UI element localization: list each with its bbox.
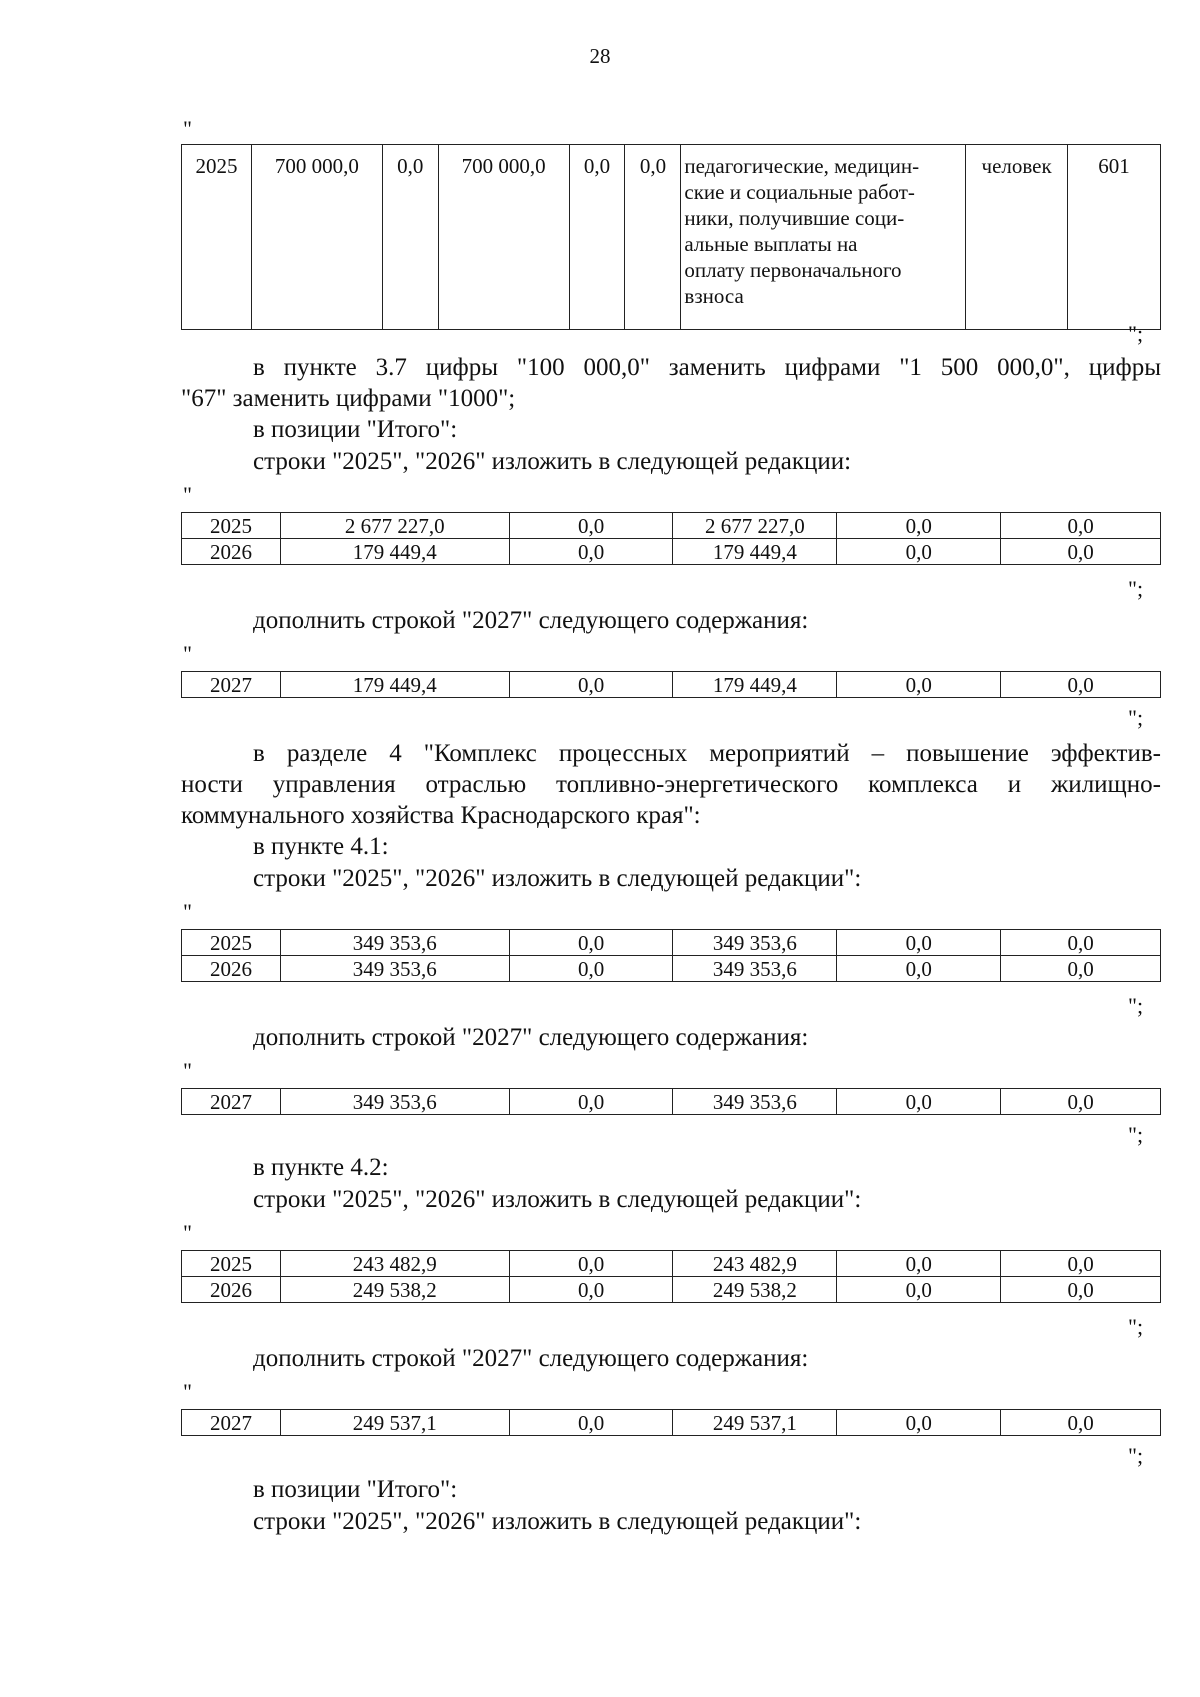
text-rows-edit: строки "2025", "2026" изложить в следующей редакции": xyxy=(253,865,862,892)
opening-quote: " xyxy=(183,641,192,666)
table-cell: 2026 xyxy=(182,539,281,565)
opening-quote: " xyxy=(183,1220,192,1245)
table-cell: 349 353,6 xyxy=(280,930,509,956)
table-cell: 0,0 xyxy=(837,930,1001,956)
table-cell: 0,0 xyxy=(1001,1089,1161,1115)
text-add-row: дополнить строкой "2027" следующего содержания: xyxy=(253,1024,809,1051)
table-row xyxy=(182,539,1161,565)
table-cell: 179 449,4 xyxy=(673,672,837,698)
cell-total: 700 000,0 xyxy=(251,145,382,330)
table-cell: 179 449,4 xyxy=(280,539,509,565)
table-row xyxy=(182,1251,1161,1277)
text-itogo: в позиции "Итого": xyxy=(253,1476,458,1503)
table-cell: 249 537,1 xyxy=(280,1410,509,1436)
closing-quote: "; xyxy=(1128,705,1144,730)
table-cell: 2 677 227,0 xyxy=(280,513,509,539)
table-cell: 2025 xyxy=(182,930,281,956)
table-cell: 2 677 227,0 xyxy=(673,513,837,539)
cell-other: 0,0 xyxy=(625,145,681,330)
text-add-row: дополнить строкой "2027" следующего содержания: xyxy=(253,607,809,634)
text-rows-edit: строки "2025", "2026" изложить в следующей редакции: xyxy=(253,448,852,475)
table-cell: 0,0 xyxy=(837,513,1001,539)
table-cell: 0,0 xyxy=(837,1410,1001,1436)
paragraph-3-7: в пункте 3.7 цифры "100 000,0" заменить цифрами "1 500 000,0", цифры "67" заменить цифрами "1000"; xyxy=(181,354,1161,412)
opening-quote: " xyxy=(183,1058,192,1083)
table-cell: 0,0 xyxy=(509,539,673,565)
table-4-2-2025-2026 xyxy=(181,1250,1161,1303)
cell-indicator: педагогические, медицин- ские и социальные работ- ники, получившие соци- альные выплаты на оплату первоначального взноса xyxy=(681,145,966,330)
text-point-4-1: в пункте 4.1: xyxy=(253,833,389,860)
table-cell: 243 482,9 xyxy=(673,1251,837,1277)
opening-quote: " xyxy=(183,482,192,507)
table-itogo-2027 xyxy=(181,671,1161,698)
table-cell: 0,0 xyxy=(1001,1410,1161,1436)
paragraph-section-4: в разделе 4 "Комплекс процессных мероприятий – повышение эффектив- ности управления отраслью топливно-энергетического комплекса и жилищно- коммунального хозяйства Краснодарского края": xyxy=(181,740,1161,829)
table-cell: 0,0 xyxy=(1001,1251,1161,1277)
table-row xyxy=(182,930,1161,956)
table-cell: 0,0 xyxy=(1001,956,1161,982)
table-cell: 0,0 xyxy=(837,1089,1001,1115)
table-4-1-2025-2026 xyxy=(181,929,1161,982)
cell-local: 0,0 xyxy=(569,145,625,330)
closing-quote: "; xyxy=(1128,993,1144,1018)
table-cell: 2027 xyxy=(182,1089,281,1115)
closing-quote: "; xyxy=(1128,1314,1144,1339)
opening-quote: " xyxy=(183,116,192,141)
closing-quote: "; xyxy=(1128,321,1144,346)
table-cell: 243 482,9 xyxy=(280,1251,509,1277)
table-cell: 2025 xyxy=(182,513,281,539)
table-row xyxy=(182,513,1161,539)
table-cell: 0,0 xyxy=(837,1251,1001,1277)
page-number: 28 xyxy=(589,44,611,68)
text-point-4-2: в пункте 4.2: xyxy=(253,1154,389,1181)
table-cell: 0,0 xyxy=(837,539,1001,565)
table-row xyxy=(182,672,1161,698)
table-cell: 2027 xyxy=(182,672,281,698)
cell-value: 601 xyxy=(1068,145,1161,330)
table-cell: 0,0 xyxy=(509,1410,673,1436)
text-add-row: дополнить строкой "2027" следующего содержания: xyxy=(253,1345,809,1372)
text-rows-edit: строки "2025", "2026" изложить в следующей редакции": xyxy=(253,1508,862,1535)
table-cell: 349 353,6 xyxy=(673,930,837,956)
table-cell: 349 353,6 xyxy=(673,956,837,982)
closing-quote: "; xyxy=(1128,1443,1144,1468)
table-row xyxy=(182,145,1161,330)
table-cell: 2026 xyxy=(182,956,281,982)
opening-quote: " xyxy=(183,899,192,924)
table-row xyxy=(182,1410,1161,1436)
table-cell: 0,0 xyxy=(837,1277,1001,1303)
table-cell: 249 538,2 xyxy=(280,1277,509,1303)
table-4-1-2027 xyxy=(181,1088,1161,1115)
table-cell: 0,0 xyxy=(837,956,1001,982)
table-cell: 0,0 xyxy=(509,930,673,956)
table-cell: 0,0 xyxy=(509,1089,673,1115)
closing-quote: "; xyxy=(1128,576,1144,601)
table-cell: 349 353,6 xyxy=(280,956,509,982)
closing-quote: "; xyxy=(1128,1122,1144,1147)
text-itogo: в позиции "Итого": xyxy=(253,416,458,443)
cell-unit: человек xyxy=(966,145,1068,330)
table-cell: 0,0 xyxy=(509,1277,673,1303)
opening-quote: " xyxy=(183,1379,192,1404)
table-cell: 0,0 xyxy=(1001,513,1161,539)
table-cell: 249 538,2 xyxy=(673,1277,837,1303)
table-cell: 249 537,1 xyxy=(673,1410,837,1436)
table-row xyxy=(182,1089,1161,1115)
cell-federal: 0,0 xyxy=(382,145,438,330)
table-cell: 2026 xyxy=(182,1277,281,1303)
table-row xyxy=(182,1277,1161,1303)
table-cell: 179 449,4 xyxy=(673,539,837,565)
table-cell: 2025 xyxy=(182,1251,281,1277)
table-cell: 0,0 xyxy=(509,513,673,539)
table-cell: 179 449,4 xyxy=(280,672,509,698)
cell-year: 2025 xyxy=(182,145,252,330)
table-cell: 349 353,6 xyxy=(673,1089,837,1115)
table-cell: 0,0 xyxy=(509,1251,673,1277)
table-cell: 0,0 xyxy=(509,956,673,982)
text-rows-edit: строки "2025", "2026" изложить в следующей редакции": xyxy=(253,1186,862,1213)
table-row xyxy=(182,956,1161,982)
table-measure-3-6 xyxy=(181,144,1161,330)
table-cell: 0,0 xyxy=(1001,1277,1161,1303)
table-cell: 0,0 xyxy=(1001,539,1161,565)
table-4-2-2027 xyxy=(181,1409,1161,1436)
table-cell: 2027 xyxy=(182,1410,281,1436)
table-itogo-2025-2026 xyxy=(181,512,1161,565)
cell-regional: 700 000,0 xyxy=(438,145,569,330)
table-cell: 0,0 xyxy=(837,672,1001,698)
table-cell: 0,0 xyxy=(1001,672,1161,698)
table-cell: 0,0 xyxy=(509,672,673,698)
table-cell: 349 353,6 xyxy=(280,1089,509,1115)
table-cell: 0,0 xyxy=(1001,930,1161,956)
